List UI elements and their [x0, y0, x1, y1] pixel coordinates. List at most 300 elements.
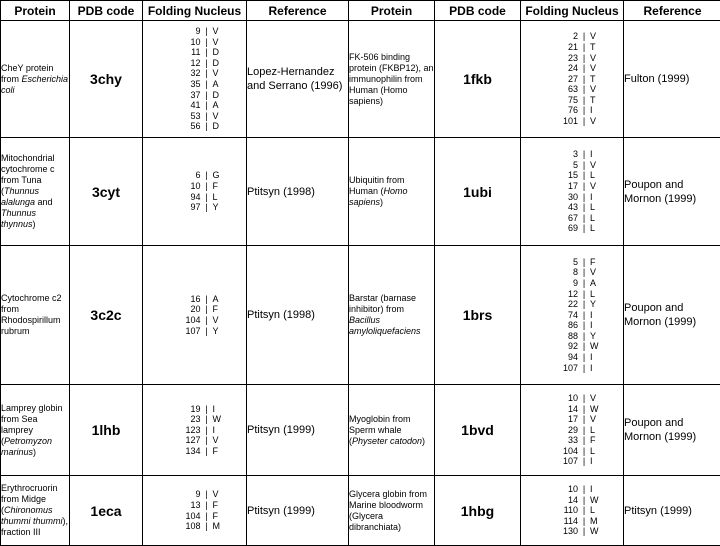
residue-letter: V: [590, 84, 604, 95]
header-pdb-left: PDB code: [70, 1, 143, 21]
nucleus-residue: [521, 505, 623, 516]
residue-number: 5: [540, 160, 578, 171]
nucleus-residue: [521, 170, 623, 181]
separator: |: [201, 315, 213, 326]
nucleus-residue: [143, 121, 246, 132]
residue-number: 2: [540, 31, 578, 42]
nucleus-residue: [521, 257, 623, 268]
nucleus-residue: [143, 37, 246, 48]
residue-letter: L: [590, 425, 604, 436]
nucleus-residue: [521, 404, 623, 415]
protein-cell: [349, 476, 435, 546]
residue-letter: W: [213, 414, 227, 425]
residue-number: 33: [540, 435, 578, 446]
residue-number: 23: [540, 53, 578, 64]
residue-number: 76: [540, 105, 578, 116]
pdb-code: 3cyt: [70, 138, 143, 246]
nucleus-residue: [143, 326, 246, 337]
residue-number: 9: [163, 489, 201, 500]
residue-number: 15: [540, 170, 578, 181]
residue-number: 41: [163, 100, 201, 111]
residue-letter: I: [590, 192, 604, 203]
residue-letter: F: [213, 446, 227, 457]
nucleus-residue: [521, 31, 623, 42]
separator: |: [578, 404, 590, 415]
residue-letter: D: [213, 47, 227, 58]
residue-letter: V: [590, 116, 604, 127]
nucleus-residue: [521, 84, 623, 95]
separator: |: [578, 278, 590, 289]
residue-number: 23: [163, 414, 201, 425]
separator: |: [201, 47, 213, 58]
residue-letter: V: [213, 68, 227, 79]
nucleus-residue: [143, 47, 246, 58]
residue-number: 16: [163, 294, 201, 305]
protein-text: FK-506 binding protein (FKBP12), an immunophilin from Human (Homo sapiens): [349, 52, 434, 106]
separator: |: [578, 267, 590, 278]
residue-letter: V: [590, 414, 604, 425]
protein-text: ): [33, 219, 36, 229]
separator: |: [201, 404, 213, 415]
residue-letter: V: [590, 393, 604, 404]
separator: |: [578, 192, 590, 203]
separator: |: [578, 320, 590, 331]
residue-number: 88: [540, 331, 578, 342]
nucleus-residue: [143, 489, 246, 500]
species-name: Homo sapiens: [349, 186, 408, 207]
nucleus-residue: [521, 363, 623, 374]
protein-text: ): [33, 447, 36, 457]
nucleus-residue: [521, 484, 623, 495]
header-protein-right: Protein: [349, 1, 435, 21]
residue-number: 24: [540, 63, 578, 74]
protein-text: Myoglobin from Sperm whale (: [349, 414, 411, 446]
separator: |: [578, 202, 590, 213]
residue-letter: L: [590, 289, 604, 300]
separator: |: [578, 425, 590, 436]
separator: |: [201, 68, 213, 79]
species-name: Thunnus alalunga: [1, 186, 39, 207]
separator: |: [578, 516, 590, 527]
residue-letter: M: [590, 516, 604, 527]
header-pdb-right: PDB code: [435, 1, 521, 21]
separator: |: [578, 105, 590, 116]
nucleus-residue: [143, 404, 246, 415]
nucleus-residue: [143, 202, 246, 213]
table-row: [1, 476, 720, 546]
nucleus-residue: [143, 111, 246, 122]
separator: |: [578, 484, 590, 495]
separator: |: [578, 181, 590, 192]
residue-number: 37: [163, 90, 201, 101]
reference-cell: Ptitsyn (1999): [247, 385, 349, 476]
residue-number: 5: [540, 257, 578, 268]
residue-letter: V: [590, 53, 604, 64]
separator: |: [201, 37, 213, 48]
residue-letter: G: [213, 170, 227, 181]
residue-number: 75: [540, 95, 578, 106]
nucleus-residue: [143, 100, 246, 111]
residue-letter: T: [590, 42, 604, 53]
residue-number: 69: [540, 223, 578, 234]
separator: |: [578, 435, 590, 446]
reference-cell: Ptitsyn (1998): [247, 138, 349, 246]
separator: |: [578, 310, 590, 321]
header-reference-left: Reference: [247, 1, 349, 21]
residue-letter: V: [590, 267, 604, 278]
protein-text: CheY protein from: [1, 63, 53, 84]
nucleus-residue: [143, 414, 246, 425]
nucleus-residue: [143, 425, 246, 436]
folding-nucleus-list: [521, 385, 624, 476]
residue-number: 86: [540, 320, 578, 331]
nucleus-residue: [143, 90, 246, 101]
residue-number: 130: [540, 526, 578, 537]
separator: |: [201, 446, 213, 457]
protein-text: Erythrocruorin from Midge (: [1, 483, 58, 515]
reference-cell: Ptitsyn (1999): [624, 476, 720, 546]
separator: |: [201, 170, 213, 181]
folding-nucleus-list: [521, 138, 624, 246]
separator: |: [578, 257, 590, 268]
table-row: [1, 138, 720, 246]
protein-text: Cytochrome c2 from Rhodospirillum rubrum: [1, 293, 62, 336]
protein-cell: [1, 385, 70, 476]
protein-text: Ubiquitin from Human (: [349, 175, 405, 196]
protein-text: Barstar (barnase inhibitor) from: [349, 293, 416, 314]
species-name: Chironomus thummi thummi: [1, 505, 63, 526]
residue-letter: V: [213, 489, 227, 500]
folding-nucleus-list: [143, 476, 247, 546]
residue-letter: V: [213, 37, 227, 48]
nucleus-residue: [521, 425, 623, 436]
protein-cell: [349, 138, 435, 246]
separator: |: [201, 79, 213, 90]
separator: |: [201, 326, 213, 337]
residue-letter: F: [213, 511, 227, 522]
separator: |: [201, 202, 213, 213]
nucleus-residue: [143, 294, 246, 305]
reference-cell: Poupon and Mornon (1999): [624, 385, 720, 476]
folding-nucleus-list: [521, 246, 624, 385]
residue-letter: M: [213, 521, 227, 532]
protein-cell: [1, 476, 70, 546]
nucleus-residue: [521, 223, 623, 234]
residue-letter: V: [590, 160, 604, 171]
residue-letter: A: [213, 294, 227, 305]
nucleus-residue: [143, 79, 246, 90]
residue-letter: I: [590, 320, 604, 331]
nucleus-residue: [143, 446, 246, 457]
separator: |: [578, 289, 590, 300]
residue-letter: I: [590, 363, 604, 374]
pdb-code: 3chy: [70, 21, 143, 138]
separator: |: [578, 363, 590, 374]
folding-nucleus-list: [143, 385, 247, 476]
residue-letter: I: [590, 105, 604, 116]
nucleus-residue: [521, 456, 623, 467]
separator: |: [578, 170, 590, 181]
nucleus-residue: [521, 414, 623, 425]
separator: |: [201, 192, 213, 203]
nucleus-residue: [143, 170, 246, 181]
folding-nucleus-list: [143, 246, 247, 385]
residue-number: 63: [540, 84, 578, 95]
pdb-code: 1fkb: [435, 21, 521, 138]
separator: |: [201, 500, 213, 511]
header-reference-right: Reference: [624, 1, 720, 21]
residue-letter: T: [590, 74, 604, 85]
species-name: Physeter catodon: [352, 436, 422, 446]
separator: |: [578, 352, 590, 363]
separator: |: [201, 100, 213, 111]
header-nucleus-left: Folding Nucleus: [143, 1, 247, 21]
protein-cell: [349, 246, 435, 385]
protein-text: ), fraction III: [1, 516, 68, 537]
residue-number: 127: [163, 435, 201, 446]
nucleus-residue: [521, 160, 623, 171]
residue-letter: Y: [213, 202, 227, 213]
separator: |: [578, 84, 590, 95]
residue-number: 17: [540, 414, 578, 425]
residue-letter: L: [590, 446, 604, 457]
species-name: Petromyzon marinus: [1, 436, 52, 457]
separator: |: [578, 414, 590, 425]
separator: |: [578, 341, 590, 352]
pdb-code: 1eca: [70, 476, 143, 546]
nucleus-residue: [521, 331, 623, 342]
residue-letter: V: [213, 315, 227, 326]
nucleus-residue: [143, 304, 246, 315]
separator: |: [578, 95, 590, 106]
separator: |: [578, 160, 590, 171]
nucleus-residue: [521, 526, 623, 537]
separator: |: [201, 425, 213, 436]
nucleus-residue: [521, 516, 623, 527]
separator: |: [578, 213, 590, 224]
table-row: [1, 385, 720, 476]
residue-letter: L: [590, 505, 604, 516]
folding-nucleus-list: [521, 476, 624, 546]
residue-letter: W: [590, 404, 604, 415]
protein-cell: [1, 21, 70, 138]
separator: |: [578, 149, 590, 160]
residue-letter: L: [590, 213, 604, 224]
nucleus-residue: [521, 53, 623, 64]
nucleus-residue: [143, 511, 246, 522]
protein-cell: [1, 138, 70, 246]
reference-cell: Poupon and Mornon (1999): [624, 246, 720, 385]
residue-letter: D: [213, 58, 227, 69]
residue-number: 3: [540, 149, 578, 160]
protein-cell: [349, 385, 435, 476]
nucleus-residue: [143, 181, 246, 192]
nucleus-residue: [521, 74, 623, 85]
residue-number: 10: [163, 37, 201, 48]
separator: |: [578, 446, 590, 457]
residue-number: 101: [540, 116, 578, 127]
residue-number: 35: [163, 79, 201, 90]
separator: |: [578, 331, 590, 342]
residue-number: 104: [163, 511, 201, 522]
separator: |: [201, 414, 213, 425]
separator: |: [201, 121, 213, 132]
residue-letter: F: [213, 500, 227, 511]
residue-letter: A: [213, 100, 227, 111]
nucleus-residue: [521, 299, 623, 310]
residue-number: 22: [540, 299, 578, 310]
nucleus-residue: [143, 192, 246, 203]
separator: |: [578, 116, 590, 127]
protein-cell: [1, 246, 70, 385]
nucleus-residue: [521, 42, 623, 53]
residue-letter: D: [213, 121, 227, 132]
separator: |: [201, 435, 213, 446]
residue-number: 6: [163, 170, 201, 181]
separator: |: [578, 42, 590, 53]
protein-text: Lamprey globin from Sea lamprey (: [1, 403, 63, 446]
nucleus-residue: [143, 521, 246, 532]
residue-number: 19: [163, 404, 201, 415]
residue-number: 9: [540, 278, 578, 289]
nucleus-residue: [521, 63, 623, 74]
separator: |: [578, 495, 590, 506]
separator: |: [578, 299, 590, 310]
nucleus-residue: [521, 435, 623, 446]
nucleus-residue: [521, 289, 623, 300]
nucleus-residue: [521, 181, 623, 192]
table-row: [1, 21, 720, 138]
residue-number: 67: [540, 213, 578, 224]
residue-letter: V: [590, 63, 604, 74]
residue-number: 32: [163, 68, 201, 79]
residue-letter: W: [590, 341, 604, 352]
protein-text: ): [422, 436, 425, 446]
reference-cell: Ptitsyn (1998): [247, 246, 349, 385]
residue-number: 12: [163, 58, 201, 69]
residue-number: 10: [540, 484, 578, 495]
residue-number: 11: [163, 47, 201, 58]
residue-number: 20: [163, 304, 201, 315]
nucleus-residue: [521, 202, 623, 213]
residue-letter: Y: [590, 299, 604, 310]
nucleus-residue: [521, 393, 623, 404]
nucleus-residue: [521, 352, 623, 363]
residue-letter: L: [213, 192, 227, 203]
nucleus-residue: [521, 267, 623, 278]
residue-number: 8: [540, 267, 578, 278]
residue-number: 107: [540, 456, 578, 467]
residue-letter: I: [590, 149, 604, 160]
nucleus-residue: [521, 213, 623, 224]
protein-text: Mitochondrial cytochrome c from Tuna (: [1, 153, 55, 196]
nucleus-residue: [143, 315, 246, 326]
nucleus-residue: [521, 310, 623, 321]
separator: |: [578, 74, 590, 85]
residue-number: 13: [163, 500, 201, 511]
reference-cell: Lopez-Hernandez and Serrano (1996): [247, 21, 349, 138]
residue-number: 9: [163, 26, 201, 37]
table-body: [1, 21, 720, 546]
residue-number: 43: [540, 202, 578, 213]
residue-letter: L: [590, 202, 604, 213]
separator: |: [578, 31, 590, 42]
protein-text: and: [35, 197, 53, 207]
residue-letter: F: [590, 257, 604, 268]
separator: |: [578, 223, 590, 234]
residue-letter: I: [590, 310, 604, 321]
residue-number: 30: [540, 192, 578, 203]
residue-number: 10: [540, 393, 578, 404]
residue-letter: Y: [213, 326, 227, 337]
residue-letter: V: [213, 111, 227, 122]
residue-letter: I: [590, 352, 604, 363]
pdb-code: 1brs: [435, 246, 521, 385]
residue-letter: I: [213, 425, 227, 436]
residue-number: 108: [163, 521, 201, 532]
reference-cell: Fulton (1999): [624, 21, 720, 138]
nucleus-residue: [521, 446, 623, 457]
nucleus-residue: [143, 58, 246, 69]
residue-number: 134: [163, 446, 201, 457]
nucleus-residue: [143, 500, 246, 511]
residue-number: 17: [540, 181, 578, 192]
residue-number: 92: [540, 341, 578, 352]
residue-number: 123: [163, 425, 201, 436]
table-row: [1, 246, 720, 385]
nucleus-residue: [521, 341, 623, 352]
residue-letter: I: [590, 484, 604, 495]
residue-letter: I: [590, 456, 604, 467]
residue-letter: V: [590, 31, 604, 42]
nucleus-residue: [521, 116, 623, 127]
nucleus-residue: [521, 495, 623, 506]
folding-nucleus-list: [143, 138, 247, 246]
residue-letter: L: [590, 170, 604, 181]
residue-letter: F: [590, 435, 604, 446]
residue-letter: A: [213, 79, 227, 90]
pdb-code: 1hbg: [435, 476, 521, 546]
reference-cell: Ptitsyn (1999): [247, 476, 349, 546]
residue-letter: F: [213, 304, 227, 315]
residue-letter: W: [590, 495, 604, 506]
pdb-code: 3c2c: [70, 246, 143, 385]
pdb-code: 1bvd: [435, 385, 521, 476]
residue-letter: A: [590, 278, 604, 289]
separator: |: [201, 58, 213, 69]
residue-letter: D: [213, 90, 227, 101]
residue-letter: I: [213, 404, 227, 415]
residue-number: 14: [540, 495, 578, 506]
residue-number: 53: [163, 111, 201, 122]
nucleus-residue: [521, 105, 623, 116]
separator: |: [201, 511, 213, 522]
protein-text: Glycera globin from Marine bloodworm (Glycera dibranchiata): [349, 489, 427, 532]
protein-text: ): [380, 197, 383, 207]
residue-number: 29: [540, 425, 578, 436]
folding-nucleus-list: [521, 21, 624, 138]
species-name: Bacillus amyloliquefaciens: [349, 315, 421, 336]
pdb-code: 1ubi: [435, 138, 521, 246]
residue-number: 56: [163, 121, 201, 132]
residue-letter: L: [590, 223, 604, 234]
species-name: Thunnus thynnus: [1, 208, 36, 229]
species-name: Escherichia coli: [1, 74, 68, 95]
separator: |: [201, 90, 213, 101]
residue-number: 114: [540, 516, 578, 527]
residue-letter: W: [590, 526, 604, 537]
residue-number: 10: [163, 181, 201, 192]
